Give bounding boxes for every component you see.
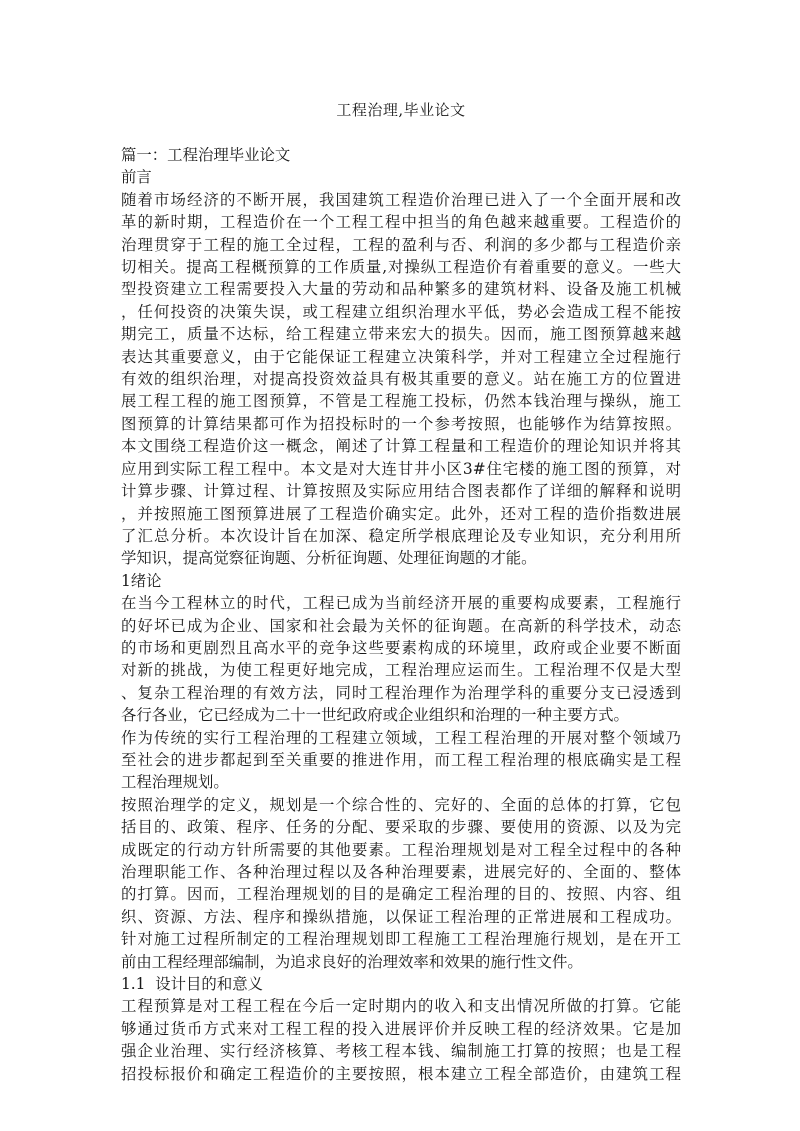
text-line: 革的新时期，工程造价在一个工程工程中担当的角色越来越重要。工程造价的 (121, 213, 681, 232)
text-line: 括目的、政策、程序、任务的分配、要采取的步骤、要使用的资源、以及为完 (121, 818, 681, 837)
text-line: 至社会的进步都起到至关重要的推进作用，而工程工程治理的根底确实是工程 (121, 750, 681, 769)
text-line: 本文围绕工程造价这一概念，阐述了计算工程量和工程造价的理论知识并将其 (121, 437, 681, 456)
text-line: 的打算。因而，工程治理规划的目的是确定工程治理的目的、按照、内容、组 (121, 885, 681, 904)
text-line: 、复杂工程治理的有效方法，同时工程治理作为治理学科的重要分支已浸透到 (121, 683, 681, 702)
text-line: 有效的组织治理，对提高投资效益具有极其重要的意义。站在施工方的位置进 (121, 370, 681, 389)
text-line: 够通过货币方式来对工程工程的投入进展评价并反映工程的经济效果。它是加 (121, 1019, 681, 1038)
text-line: ，并按照施工图预算进展了工程造价确实定。此外，还对工程的造价指数进展 (121, 504, 681, 523)
preface-paragraph (121, 189, 681, 570)
text-line: 织、资源、方法、程序和操纵措施，以保证工程治理的正常进展和工程成功。 (121, 907, 681, 926)
text-line: 的市场和更剧烈且高水平的竞争这些要素构成的环境里，政府或企业要不断面 (121, 638, 681, 657)
text-line: 前由工程经理部编制，为追求良好的治理效率和效果的施行性文件。 (121, 952, 583, 971)
introduction-paragraph-2 (121, 727, 681, 794)
text-line: 按照治理学的定义，规划是一个综合性的、完好的、全面的总体的打算，它包 (121, 795, 681, 814)
text-line: 治理贯穿于工程的施工全过程，工程的盈利与否、利润的多少都与工程造价亲 (121, 235, 681, 254)
text-line: 型投资建立工程需要投入大量的劳动和品种繁多的建筑材料、设备及施工机械 (121, 280, 681, 299)
text-line: 随着市场经济的不断开展，我国建筑工程造价治理已进入了一个全面开展和改 (121, 190, 681, 209)
text-line: 作为传统的实行工程治理的工程建立领域，工程工程治理的开展对整个领域乃 (121, 728, 681, 747)
section-1-1-heading: 1.1 设计目的和意义 (121, 975, 263, 994)
text-line: 在当今工程林立的时代，工程已成为当前经济开展的重要构成要素，工程施行 (121, 594, 681, 613)
article-heading: 篇一：工程治理毕业论文 (121, 146, 291, 164)
introduction-paragraph-4 (121, 928, 681, 973)
text-line: 工程预算是对工程工程在今后一定时期内的收入和支出情况所做的打算。它能 (121, 997, 681, 1016)
text-line: 招投标报价和确定工程造价的主要按照，根本建立工程全部造价，由建筑工程 (121, 1064, 681, 1083)
text-line: ，任何投资的决策失误，或工程建立组织治理水平低，势必会造成工程不能按 (121, 302, 681, 321)
text-line: 强企业治理、实行经济核算、考核工程本钱、编制施工打算的按照；也是工程 (121, 1042, 681, 1061)
section-1-1-paragraph (121, 995, 681, 1085)
introduction-paragraph-3 (121, 794, 681, 928)
text-line: 期完工，质量不达标，给工程建立带来宏大的损失。因而，施工图预算越来越 (121, 325, 681, 344)
text-line: 学知识，提高觉察征询题、分析征询题、处理征询题的才能。 (121, 549, 537, 568)
text-line: 表达其重要意义，由于它能保证工程建立决策科学，并对工程建立全过程施行 (121, 347, 681, 366)
text-line: 展工程工程的施工图预算，不管是工程施工投标，仍然本钱治理与操纵，施工 (121, 392, 681, 411)
introduction-paragraph-1 (121, 592, 681, 726)
text-line: 针对施工过程所制定的工程治理规划即工程施工工程治理施行规划，是在开工 (121, 930, 681, 949)
introduction-heading: 1绪论 (121, 571, 162, 590)
preface-heading: 前言 (121, 168, 152, 187)
text-line: 应用到实际工程工程中。本文是对大连甘井小区3#住宅楼的施工图的预算，对 (121, 459, 681, 478)
text-line: 图预算的计算结果都可作为招投标时的一个参考按照，也能够作为结算按照。 (121, 414, 681, 433)
text-line: 各行各业，它已经成为二十一世纪政府或企业组织和治理的一种主要方式。 (121, 706, 629, 725)
text-line: 治理职能工作、各种治理过程以及各种治理要素，进展完好的、全面的、整体 (121, 863, 681, 881)
document-page (121, 100, 681, 1085)
text-line: 了汇总分析。本次设计旨在加深、稳定所学根底理论及专业知识，充分利用所 (121, 526, 681, 545)
text-line: 计算步骤、计算过程、计算按照及实际应用结合图表都作了详细的解释和说明 (121, 482, 681, 501)
text-line: 切相关。提高工程概预算的工作质量,对操纵工程造价有着重要的意义。一些大 (121, 258, 681, 277)
text-line: 对新的挑战，为使工程更好地完成，工程治理应运而生。工程治理不仅是大型 (121, 661, 681, 680)
text-line: 成既定的行动方针所需要的其他要素。工程治理规划是对工程全过程中的各种 (121, 840, 681, 859)
text-line: 工程治理规划。 (121, 773, 229, 792)
document-title: 工程治理,毕业论文 (336, 101, 466, 119)
text-line: 的好坏已成为企业、国家和社会最为关怀的征询题。在高新的科学技术，动态 (121, 616, 681, 635)
